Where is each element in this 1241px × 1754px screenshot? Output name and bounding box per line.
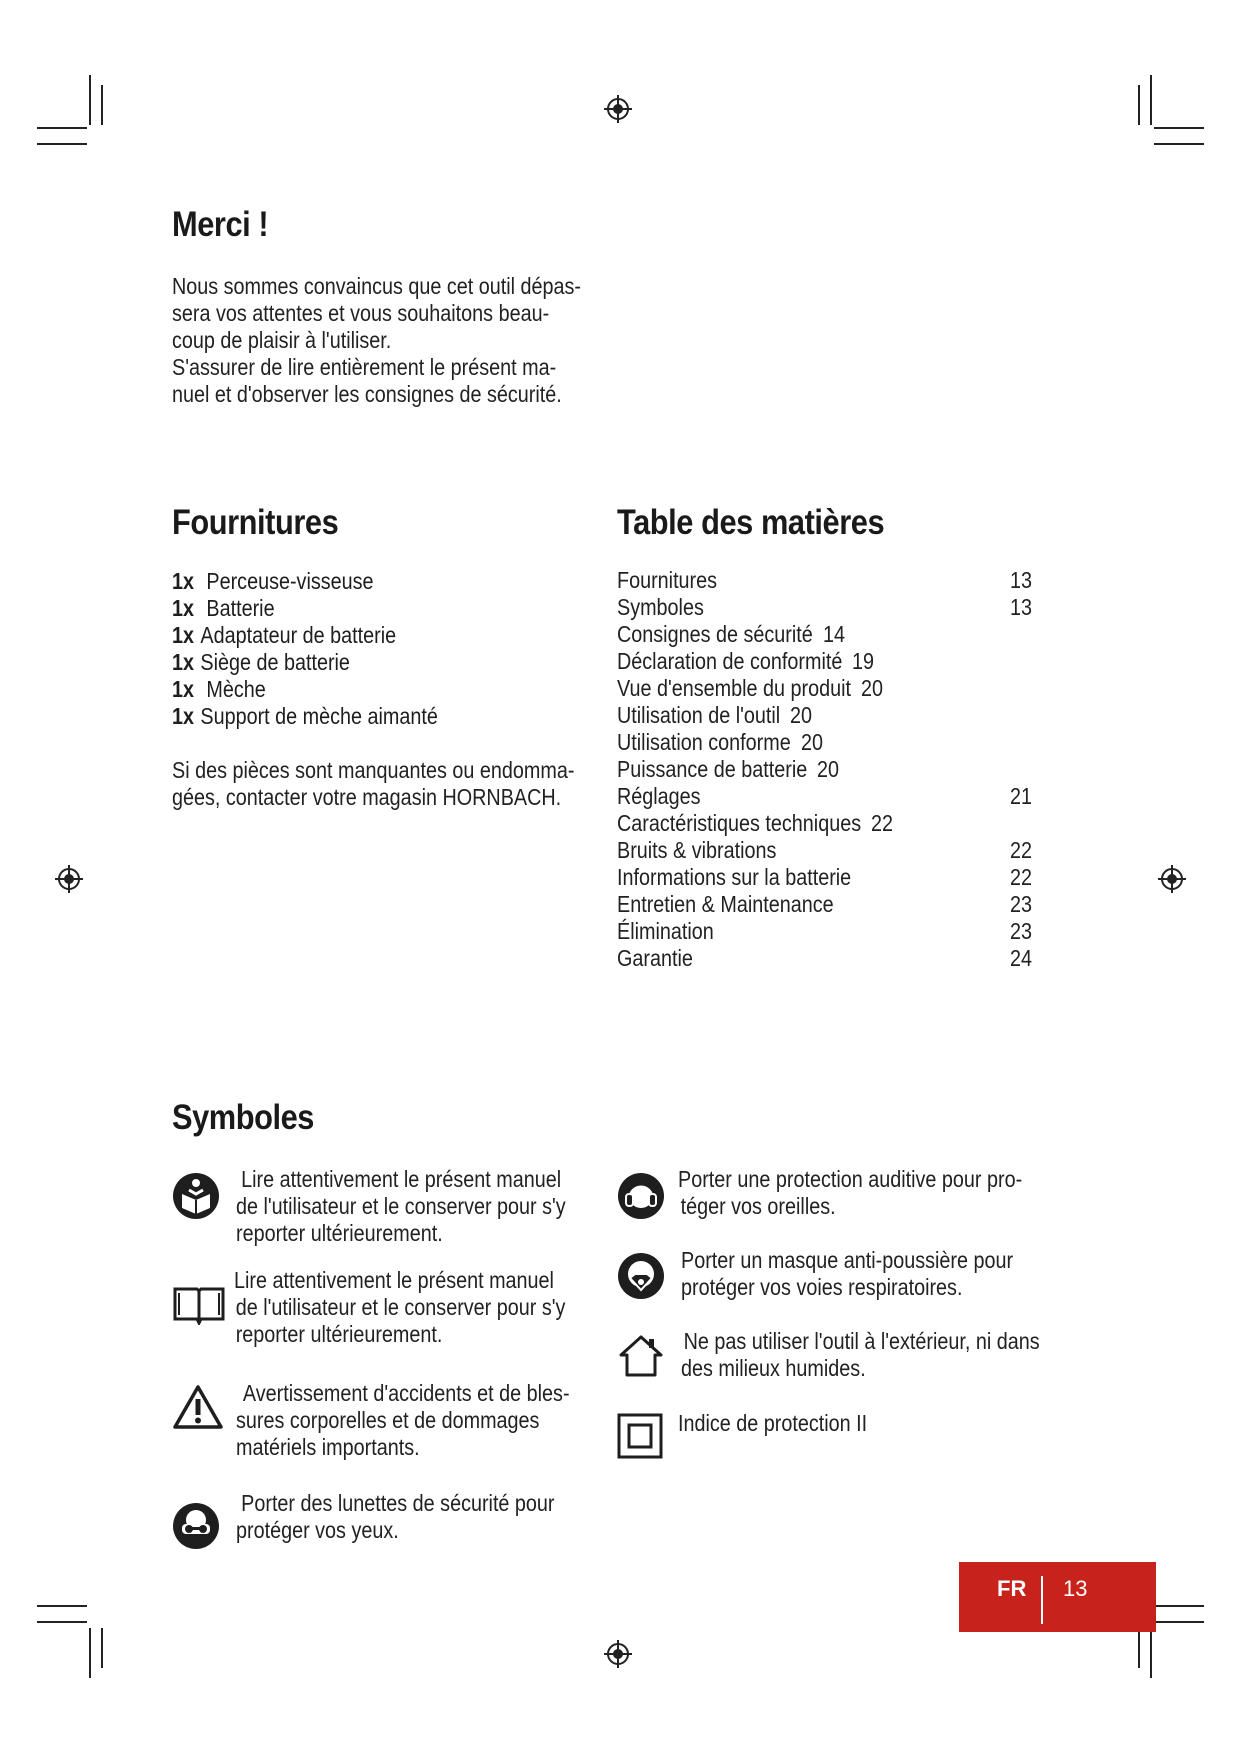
symbol-description bbox=[678, 1410, 867, 1437]
registration-mark-icon bbox=[55, 865, 83, 893]
toc-entry-page: 21 bbox=[1010, 783, 1033, 809]
symbol-line: protéger vos voies respiratoires. bbox=[681, 1274, 963, 1300]
indoor-use-house-icon bbox=[617, 1333, 665, 1379]
note-line: gées, contacter votre magasin HORNBACH. bbox=[172, 784, 562, 810]
toc-entry bbox=[617, 756, 1037, 783]
toc-entry bbox=[617, 891, 1037, 918]
list-item bbox=[172, 649, 350, 676]
symbol-line: des milieux humides. bbox=[681, 1355, 866, 1381]
toc-entry-title: Puissance de batterie bbox=[617, 756, 808, 782]
list-item bbox=[172, 622, 396, 649]
toc-entry-title: Déclaration de conformité bbox=[617, 648, 843, 674]
toc-entry bbox=[617, 864, 1037, 891]
toc-entry bbox=[617, 675, 1037, 702]
symbol-line: de l'utilisateur et le conserver pour s'y bbox=[235, 1294, 566, 1320]
symbol-line: de l'utilisateur et le conserver pour s'y bbox=[236, 1193, 566, 1219]
toc-entry-page: 20 bbox=[860, 675, 883, 701]
ear-protection-icon bbox=[617, 1172, 665, 1220]
thanks-line: S'assurer de lire entièrement le présent ma- bbox=[172, 354, 557, 380]
thanks-line: Nous sommes convaincus que cet outil dépas- bbox=[172, 273, 581, 299]
symbol-description bbox=[678, 1166, 1022, 1220]
symbol-line: sures corporelles et de dommages bbox=[236, 1407, 540, 1433]
toc-entry bbox=[617, 594, 1037, 621]
item-name: Perceuse-visseuse bbox=[206, 568, 374, 594]
supplies-list bbox=[172, 568, 592, 738]
symbol-description bbox=[234, 1267, 565, 1348]
symbol-line: reporter ultérieurement. bbox=[235, 1321, 443, 1347]
toc-entry-page: 22 bbox=[871, 810, 894, 836]
toc-entry-page: 23 bbox=[1010, 918, 1033, 944]
toc-entry-page: 13 bbox=[1010, 567, 1033, 593]
toc-entry-title: Garantie bbox=[617, 945, 693, 971]
toc-entry-title: Réglages bbox=[617, 783, 701, 809]
symbol-description bbox=[236, 1166, 566, 1247]
toc-entry-page: 14 bbox=[822, 621, 845, 647]
quantity: 1x bbox=[172, 568, 195, 594]
toc-entry bbox=[617, 567, 1037, 594]
symbol-line: Porter une protection auditive pour pro- bbox=[678, 1166, 1023, 1192]
note-line: Si des pièces sont manquantes ou endomma- bbox=[172, 757, 575, 783]
toc-entry-title: Caractéristiques techniques bbox=[617, 810, 862, 836]
toc-entry-page: 20 bbox=[790, 702, 813, 728]
toc-entry-title: Consignes de sécurité bbox=[617, 621, 813, 647]
dust-mask-icon bbox=[617, 1252, 665, 1300]
symbol-line: Lire attentivement le présent manuel bbox=[241, 1166, 562, 1192]
toc-entry bbox=[617, 837, 1037, 864]
symbol-line: matériels importants. bbox=[236, 1434, 420, 1460]
symbol-description bbox=[681, 1247, 1013, 1301]
quantity: 1x bbox=[172, 622, 195, 648]
toc-entry bbox=[617, 918, 1037, 945]
item-name: Batterie bbox=[206, 595, 275, 621]
toc-entry-page: 20 bbox=[817, 756, 840, 782]
list-item bbox=[172, 703, 438, 730]
toc-entry-title: Informations sur la batterie bbox=[617, 864, 852, 890]
toc-entry-page: 19 bbox=[852, 648, 875, 674]
read-manual-icon bbox=[172, 1172, 220, 1220]
toc-entry-title: Fournitures bbox=[617, 567, 718, 593]
item-name: Adaptateur de batterie bbox=[200, 622, 397, 648]
thanks-heading: Merci ! bbox=[172, 205, 269, 244]
quantity: 1x bbox=[172, 703, 195, 729]
symbol-line: téger vos oreilles. bbox=[680, 1193, 836, 1219]
symbol-line: Porter des lunettes de sécurité pour bbox=[241, 1490, 555, 1516]
toc-entry bbox=[617, 621, 1037, 648]
toc-entry-page: 20 bbox=[800, 729, 823, 755]
footer-divider bbox=[1041, 1576, 1043, 1624]
supplies-heading: Fournitures bbox=[172, 503, 339, 542]
page-footer-tab bbox=[959, 1562, 1156, 1632]
toc-entry-title: Entretien & Maintenance bbox=[617, 891, 834, 917]
toc-entry bbox=[617, 783, 1037, 810]
language-code: FR bbox=[997, 1576, 1027, 1601]
symbol-line: protéger vos yeux. bbox=[236, 1517, 399, 1543]
symbol-line: Porter un masque anti-poussière pour bbox=[681, 1247, 1014, 1273]
protection-class-ii-icon bbox=[617, 1413, 663, 1459]
quantity: 1x bbox=[172, 595, 195, 621]
toc-entry-page: 22 bbox=[1010, 864, 1033, 890]
toc-heading: Table des matières bbox=[617, 503, 885, 542]
symbol-description bbox=[236, 1490, 555, 1544]
toc-entry bbox=[617, 702, 1037, 729]
thanks-line: nuel et d'observer les consignes de sécurité. bbox=[172, 381, 562, 407]
toc-entry bbox=[617, 945, 1037, 972]
symbol-line: Indice de protection II bbox=[678, 1410, 868, 1436]
supplies-note bbox=[172, 757, 640, 811]
toc-entry-title: Symboles bbox=[617, 594, 704, 620]
symbol-description bbox=[681, 1328, 1040, 1382]
symbol-description bbox=[236, 1380, 570, 1461]
toc-entry-page: 22 bbox=[1010, 837, 1033, 863]
item-name: Siège de batterie bbox=[200, 649, 350, 675]
symbol-line: Lire attentivement le présent manuel bbox=[234, 1267, 554, 1293]
book-icon bbox=[172, 1285, 226, 1325]
toc-entry-page: 23 bbox=[1010, 891, 1033, 917]
thanks-line: coup de plaisir à l'utiliser. bbox=[172, 327, 392, 353]
quantity: 1x bbox=[172, 676, 195, 702]
toc-list bbox=[617, 567, 1037, 977]
toc-entry-title: Bruits & vibrations bbox=[617, 837, 777, 863]
toc-entry-page: 24 bbox=[1010, 945, 1033, 971]
symbols-heading: Symboles bbox=[172, 1098, 314, 1137]
quantity: 1x bbox=[172, 649, 195, 675]
warning-triangle-icon bbox=[172, 1384, 224, 1430]
thanks-paragraph bbox=[172, 273, 648, 408]
toc-entry bbox=[617, 648, 1037, 675]
safety-glasses-icon bbox=[172, 1502, 220, 1550]
symbol-line: Avertissement d'accidents et de bles- bbox=[242, 1380, 570, 1406]
toc-entry-title: Élimination bbox=[617, 918, 714, 944]
toc-entry-title: Utilisation de l'outil bbox=[617, 702, 781, 728]
toc-entry-title: Vue d'ensemble du produit bbox=[617, 675, 851, 701]
list-item bbox=[172, 676, 266, 703]
list-item bbox=[172, 568, 374, 595]
toc-entry-title: Utilisation conforme bbox=[617, 729, 791, 755]
toc-entry bbox=[617, 729, 1037, 756]
registration-mark-icon bbox=[1158, 865, 1186, 893]
toc-entry-page: 13 bbox=[1010, 594, 1033, 620]
item-name: Mèche bbox=[206, 676, 266, 702]
symbol-line: reporter ultérieurement. bbox=[236, 1220, 443, 1246]
list-item bbox=[172, 595, 275, 622]
toc-entry bbox=[617, 810, 1037, 837]
page-number: 13 bbox=[1063, 1576, 1088, 1601]
registration-mark-icon bbox=[604, 1640, 632, 1668]
symbol-line: Ne pas utiliser l'outil à l'extérieur, ni dans bbox=[683, 1328, 1040, 1354]
thanks-line: sera vos attentes et vous souhaitons beau- bbox=[172, 300, 550, 326]
item-name: Support de mèche aimanté bbox=[200, 703, 438, 729]
registration-mark-icon bbox=[604, 95, 632, 123]
